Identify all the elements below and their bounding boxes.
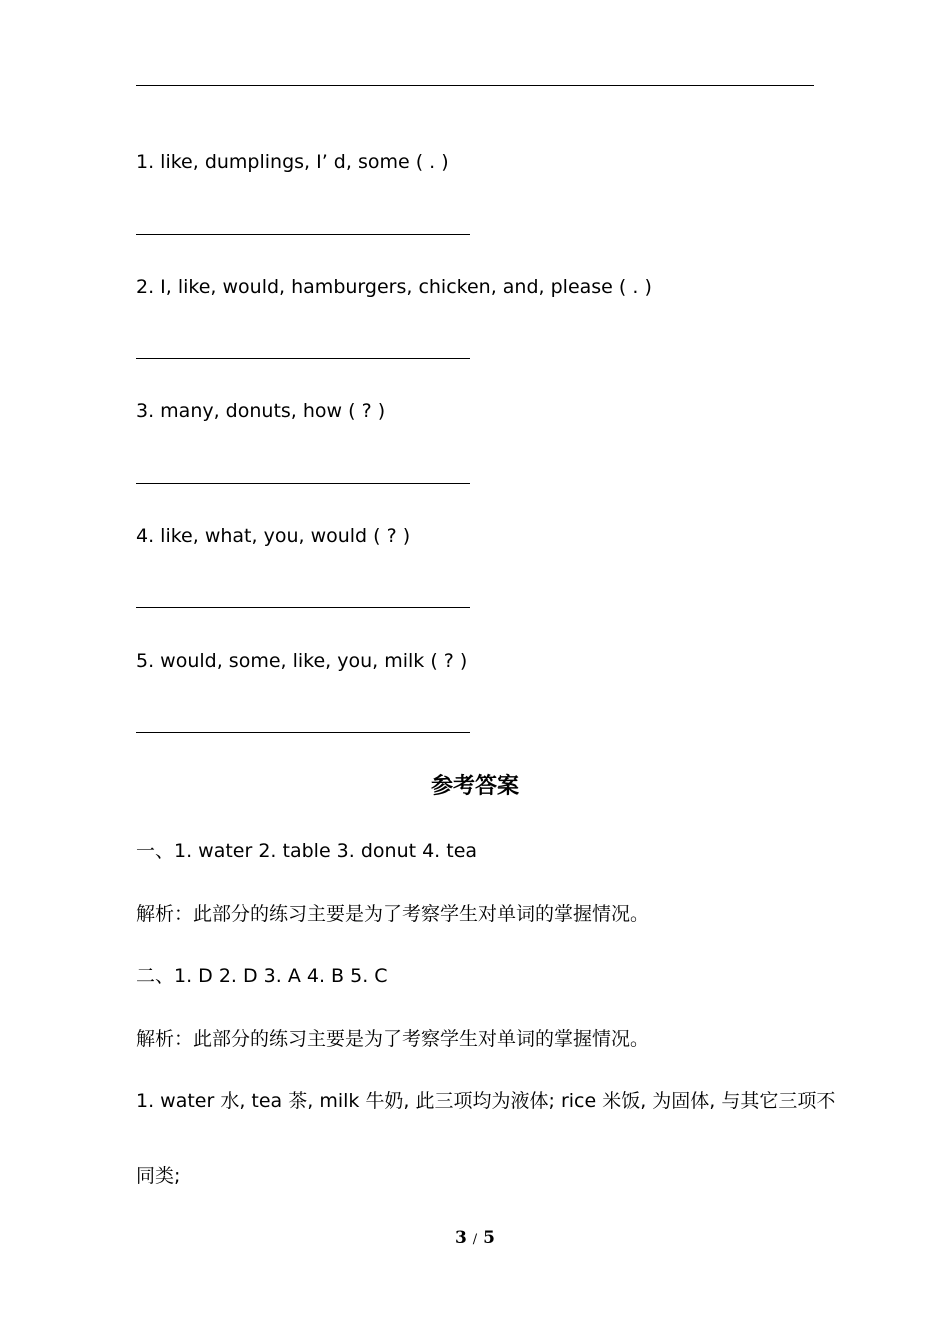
page-current: 3 bbox=[455, 1228, 467, 1248]
answer-line-3[interactable] bbox=[136, 483, 470, 484]
answer-key-title: 参考答案 bbox=[430, 774, 519, 799]
explanation-line-2: 同类; bbox=[136, 1165, 181, 1187]
question-4: 4. like, what, you, would ( ? ) bbox=[136, 525, 411, 547]
header-rule bbox=[136, 85, 814, 86]
page-number bbox=[0, 1228, 950, 1248]
answer-line-2[interactable] bbox=[136, 358, 470, 359]
answer-part-2-analysis: 解析：此部分的练习主要是为了考察学生对单词的掌握情况。 bbox=[136, 1028, 650, 1050]
page-separator: / bbox=[472, 1232, 478, 1247]
answer-part-1: 一、1. water 2. table 3. donut 4. tea bbox=[136, 840, 478, 862]
answer-line-4[interactable] bbox=[136, 607, 470, 608]
answer-part-1-analysis: 解析：此部分的练习主要是为了考察学生对单词的掌握情况。 bbox=[136, 903, 650, 925]
answer-part-2: 二、1. D 2. D 3. A 4. B 5. C bbox=[136, 965, 388, 987]
explanation-line-1: 1. water 水, tea 茶, milk 牛奶, 此三项均为液体; rice 米饭, 为固体, 与其它三项不 bbox=[136, 1090, 836, 1112]
question-1: 1. like, dumplings, I’ d, some ( . ) bbox=[136, 151, 449, 173]
question-2: 2. I, like, would, hamburgers, chicken, and, please ( . ) bbox=[136, 276, 652, 298]
page-total: 5 bbox=[483, 1228, 495, 1248]
question-5: 5. would, some, like, you, milk ( ? ) bbox=[136, 650, 468, 672]
answer-line-5[interactable] bbox=[136, 732, 470, 733]
answer-line-1[interactable] bbox=[136, 234, 470, 235]
question-3: 3. many, donuts, how ( ? ) bbox=[136, 400, 386, 422]
